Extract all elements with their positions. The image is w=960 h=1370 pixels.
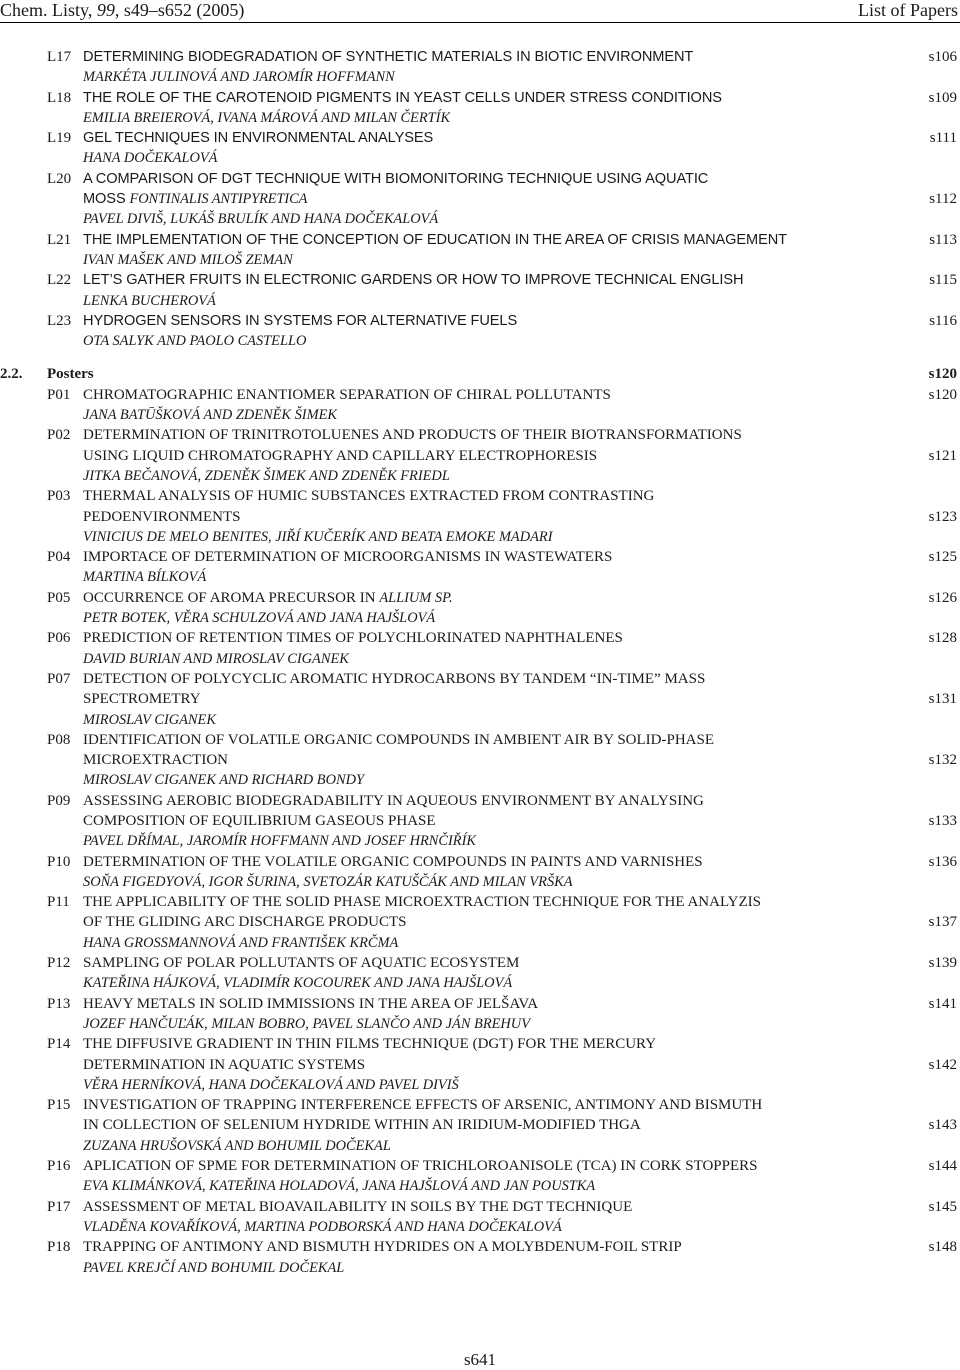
- journal-volume: 99,: [96, 0, 120, 20]
- title-line: [0, 311, 960, 331]
- paper-code: L17: [47, 49, 72, 65]
- title-text: DETECTION OF POLYCYCLIC AROMATIC HYDROCARBONS BY TANDEM “IN-TIME” MASS: [83, 670, 706, 687]
- paper-title: [83, 425, 742, 445]
- title-text: DETERMINATION OF THE VOLATILE ORGANIC COMPOUNDS IN PAINTS AND VARNISHES: [83, 853, 703, 870]
- authors-line: [0, 1217, 960, 1237]
- section-title: Posters: [47, 366, 94, 383]
- title-line: [0, 1034, 960, 1054]
- title-text: IDENTIFICATION OF VOLATILE ORGANIC COMPOUNDS IN AMBIENT AIR BY SOLID-PHASE: [83, 731, 714, 748]
- title-line: [0, 1055, 960, 1075]
- paper-authors: PETR BOTEK, VĚRA SCHULZOVÁ AND JANA HAJŠLOVÁ: [83, 610, 436, 627]
- title-line: [0, 1197, 960, 1217]
- authors-line: [0, 148, 960, 168]
- title-line: [0, 791, 960, 811]
- lecture-list: [0, 47, 960, 351]
- paper-authors: EMILIA BREIEROVÁ, IVANA MÁROVÁ AND MILAN ČERTÍK: [83, 109, 451, 126]
- title-line: [0, 1156, 960, 1176]
- title-text: THERMAL ANALYSIS OF HUMIC SUBSTANCES EXTRACTED FROM CONTRASTING: [83, 488, 655, 505]
- paper-title: [83, 730, 714, 750]
- paper-title: [83, 47, 693, 67]
- paper-authors: JOZEF HANČUĽÁK, MILAN BOBRO, PAVEL SLANČO AND JÁN BREHUV: [83, 1015, 530, 1032]
- title-text: HYDROGEN SENSORS IN SYSTEMS FOR ALTERNATIVE FUELS: [83, 312, 518, 329]
- paper-entry: [0, 1197, 960, 1238]
- paper-code: L18: [47, 89, 72, 106]
- paper-entry: [0, 270, 960, 311]
- authors-line: [0, 770, 960, 790]
- title-line: [0, 547, 960, 567]
- authors-line: [0, 933, 960, 953]
- title-text: APLICATION OF SPME FOR DETERMINATION OF TRICHLOROANISOLE (TCA) IN CORK STOPPERS: [83, 1158, 758, 1175]
- posters-section-heading: [0, 364, 960, 384]
- title-line: [0, 446, 960, 466]
- title-text: GEL TECHNIQUES IN ENVIRONMENTAL ANALYSES: [83, 130, 434, 147]
- paper-title: [83, 446, 597, 466]
- authors-line: [0, 649, 960, 669]
- title-text: HEAVY METALS IN SOLID IMMISSIONS IN THE AREA OF JELŠAVA: [83, 995, 539, 1012]
- poster-list: [0, 385, 960, 1278]
- title-text: OCCURRENCE OF AROMA PRECURSOR IN: [83, 589, 380, 606]
- title-line: [0, 385, 960, 405]
- paper-title: [83, 547, 612, 567]
- title-line: [0, 689, 960, 709]
- paper-title: [83, 689, 201, 709]
- paper-entry: [0, 169, 960, 230]
- paper-authors: MARTINA BÍLKOVÁ: [83, 569, 207, 586]
- paper-page: s126: [928, 589, 957, 606]
- paper-code: P07: [47, 670, 71, 687]
- authors-line: [0, 250, 960, 270]
- paper-title: [83, 953, 519, 973]
- paper-entry: [0, 88, 960, 129]
- authors-line: [0, 608, 960, 628]
- paper-authors: SOŇA FIGEDYOVÁ, IGOR ŠURINA, SVETOZÁR KATUŠČÁK AND MILAN VRŠKA: [83, 873, 573, 890]
- title-text: MOSS: [83, 191, 130, 208]
- paper-code: P15: [47, 1097, 71, 1114]
- paper-page: s121: [928, 447, 957, 464]
- title-line: [0, 1095, 960, 1115]
- page-number: s641: [463, 1350, 497, 1369]
- title-text: MICROEXTRACTION: [83, 752, 228, 769]
- paper-page: s116: [929, 312, 957, 329]
- paper-authors: PAVEL DŘÍMAL, JAROMÍR HOFFMANN AND JOSEF HRNČIŘÍK: [83, 833, 476, 850]
- paper-entry: [0, 47, 960, 88]
- title-line: [0, 270, 960, 290]
- paper-authors: MARKÉTA JULINOVÁ AND JAROMÍR HOFFMANN: [83, 69, 395, 86]
- paper-title: [83, 230, 787, 250]
- paper-code: L23: [47, 312, 72, 329]
- title-text: COMPOSITION OF EQUILIBRIUM GASEOUS PHASE: [83, 812, 436, 829]
- paper-code: P17: [47, 1198, 71, 1215]
- authors-line: [0, 1075, 960, 1095]
- title-text: ASSESSMENT OF METAL BIOAVAILABILITY IN SOILS BY THE DGT TECHNIQUE: [83, 1198, 633, 1215]
- paper-page: s136: [928, 853, 957, 870]
- paper-code: P02: [47, 427, 71, 444]
- paper-page: s112: [929, 191, 957, 208]
- title-text: ASSESSING AEROBIC BIODEGRADABILITY IN AQUEOUS ENVIRONMENT BY ANALYSING: [83, 792, 704, 809]
- authors-line: [0, 108, 960, 128]
- title-line: [0, 88, 960, 108]
- paper-code: P04: [47, 549, 71, 566]
- authors-line: [0, 67, 960, 87]
- paper-authors: HANA GROSSMANNOVÁ AND FRANTIŠEK KRČMA: [83, 934, 399, 951]
- paper-authors: PAVEL KREJČÍ AND BOHUMIL DOČEKAL: [83, 1259, 345, 1276]
- paper-title: [83, 1115, 641, 1135]
- title-text: THE APPLICABILITY OF THE SOLID PHASE MICROEXTRACTION TECHNIQUE FOR THE ANALYZIS: [83, 894, 761, 911]
- title-text: IMPORTACE OF DETERMINATION OF MICROORGANISMS IN WASTEWATERS: [83, 549, 613, 566]
- paper-title: [83, 994, 538, 1014]
- paper-title: [83, 1095, 762, 1115]
- paper-title: [83, 189, 307, 209]
- paper-entry: [0, 311, 960, 352]
- paper-page: s133: [928, 812, 957, 829]
- journal-pages-year: s49–s652 (2005): [123, 0, 245, 20]
- journal-citation: [0, 0, 244, 21]
- authors-line: [0, 466, 960, 486]
- title-line: [0, 669, 960, 689]
- paper-entry: [0, 1034, 960, 1095]
- paper-entry: [0, 730, 960, 791]
- paper-authors: VLADĚNA KOVAŘÍKOVÁ, MARTINA PODBORSKÁ AND HANA DOČEKALOVÁ: [83, 1218, 562, 1235]
- authors-line: [0, 1014, 960, 1034]
- title-line: [0, 486, 960, 506]
- paper-title: [83, 1055, 365, 1075]
- paper-page: s123: [928, 508, 957, 525]
- paper-authors: ZUZANA HRUŠOVSKÁ AND BOHUMIL DOČEKAL: [83, 1137, 391, 1154]
- paper-entry: [0, 385, 960, 426]
- paper-entry: [0, 892, 960, 953]
- paper-code: P06: [47, 630, 71, 647]
- paper-page: s132: [928, 752, 957, 769]
- paper-title: [83, 1034, 656, 1054]
- paper-entry: [0, 547, 960, 588]
- paper-title: [83, 1156, 758, 1176]
- paper-entry: [0, 486, 960, 547]
- authors-line: [0, 209, 960, 229]
- authors-line: [0, 710, 960, 730]
- section-page: s120: [928, 366, 957, 383]
- paper-page: s120: [928, 386, 957, 403]
- authors-line: [0, 1176, 960, 1196]
- title-text: SAMPLING OF POLAR POLLUTANTS OF AQUATIC ECOSYSTEM: [83, 955, 520, 972]
- paper-title: [83, 385, 611, 405]
- paper-page: s137: [928, 914, 957, 931]
- paper-page: s143: [928, 1117, 957, 1134]
- paper-code: P12: [47, 955, 71, 972]
- paper-title: [83, 628, 623, 648]
- paper-page: s144: [928, 1158, 957, 1175]
- paper-entry: [0, 1156, 960, 1197]
- paper-title: [83, 486, 654, 506]
- authors-line: [0, 1136, 960, 1156]
- paper-authors: KATEŘINA HÁJKOVÁ, VLADIMÍR KOCOUREK AND JANA HAJŠLOVÁ: [83, 975, 513, 992]
- paper-page: s148: [928, 1239, 957, 1256]
- paper-page: s145: [928, 1198, 957, 1215]
- title-text: IN COLLECTION OF SELENIUM HYDRIDE WITHIN AN IRIDIUM-MODIFIED THGA: [83, 1117, 641, 1134]
- section-number: 2.2.: [0, 366, 23, 383]
- title-line: [0, 1115, 960, 1135]
- title-text: THE IMPLEMENTATION OF THE CONCEPTION OF EDUCATION IN THE AREA OF CRISIS MANAGEMENT: [83, 231, 787, 248]
- authors-line: [0, 872, 960, 892]
- paper-code: L19: [47, 130, 72, 147]
- paper-authors: IVAN MAŠEK AND MILOŠ ZEMAN: [83, 251, 293, 268]
- paper-title: [83, 811, 436, 831]
- paper-entry: [0, 1237, 960, 1278]
- paper-title: [83, 669, 705, 689]
- paper-authors: PAVEL DIVIŠ, LUKÁŠ BRULÍK AND HANA DOČEKALOVÁ: [83, 211, 439, 228]
- paper-entry: [0, 425, 960, 486]
- title-text: DETERMINATION IN AQUATIC SYSTEMS: [83, 1056, 366, 1073]
- paper-page: s125: [928, 549, 957, 566]
- paper-page: s142: [928, 1056, 957, 1073]
- title-line: [0, 730, 960, 750]
- paper-authors: JITKA BEČANOVÁ, ZDENĚK ŠIMEK AND ZDENĚK FRIEDL: [83, 467, 450, 484]
- title-text: CHROMATOGRAPHIC ENANTIOMER SEPARATION OF CHIRAL POLLUTANTS: [83, 386, 611, 403]
- paper-title: [83, 88, 722, 108]
- title-line: [0, 128, 960, 148]
- title-text: USING LIQUID CHROMATOGRAPHY AND CAPILLARY ELECTROPHORESIS: [83, 447, 598, 464]
- authors-line: [0, 331, 960, 351]
- title-text: THE DIFFUSIVE GRADIENT IN THIN FILMS TECHNIQUE (DGT) FOR THE MERCURY: [83, 1036, 657, 1053]
- paper-authors: MIROSLAV CIGANEK AND RICHARD BONDY: [83, 772, 364, 789]
- paper-entry: [0, 588, 960, 629]
- paper-entry: [0, 953, 960, 994]
- title-line: [0, 811, 960, 831]
- authors-line: [0, 567, 960, 587]
- authors-line: [0, 291, 960, 311]
- paper-authors: VĚRA HERNÍKOVÁ, HANA DOČEKALOVÁ AND PAVEL DIVIŠ: [83, 1076, 459, 1093]
- paper-page: s113: [929, 231, 957, 248]
- list-of-papers: [0, 47, 960, 1278]
- paper-title: [83, 1197, 632, 1217]
- paper-authors: DAVID BURIAN AND MIROSLAV CIGANEK: [83, 650, 349, 667]
- paper-title: [83, 270, 743, 290]
- title-text: OF THE GLIDING ARC DISCHARGE PRODUCTS: [83, 914, 407, 931]
- paper-entry: [0, 669, 960, 730]
- title-line: [0, 507, 960, 527]
- title-text: TRAPPING OF ANTIMONY AND BISMUTH HYDRIDES ON A MOLYBDENUM-FOIL STRIP: [83, 1239, 682, 1256]
- paper-code: P14: [47, 1036, 71, 1053]
- paper-title: [83, 588, 453, 608]
- paper-title: [83, 750, 228, 770]
- authors-line: [0, 405, 960, 425]
- title-text: INVESTIGATION OF TRAPPING INTERFERENCE EFFECTS OF ARSENIC, ANTIMONY AND BISMUTH: [83, 1097, 763, 1114]
- title-line: [0, 953, 960, 973]
- paper-authors: LENKA BUCHEROVÁ: [83, 292, 216, 309]
- paper-code: L21: [47, 231, 72, 248]
- paper-page: s141: [928, 995, 957, 1012]
- title-text: SPECTROMETRY: [83, 691, 201, 708]
- paper-page: s111: [929, 130, 957, 147]
- paper-code: P10: [47, 853, 71, 870]
- paper-entry: [0, 230, 960, 271]
- journal-name: Chem. Listy,: [0, 0, 93, 20]
- title-text: PEDOENVIRONMENTS: [83, 508, 241, 525]
- paper-title: [83, 791, 704, 811]
- paper-page: s128: [928, 630, 957, 647]
- title-text: DETERMINATION OF TRINITROTOLUENES AND PRODUCTS OF THEIR BIOTRANSFORMATIONS: [83, 427, 742, 444]
- paper-title: [83, 892, 761, 912]
- paper-code: P03: [47, 488, 71, 505]
- paper-code: P16: [47, 1158, 71, 1175]
- paper-authors: JANA BATŪŠKOVÁ AND ZDENĚK ŠIMEK: [83, 407, 337, 424]
- title-text: THE ROLE OF THE CAROTENOID PIGMENTS IN YEAST CELLS UNDER STRESS CONDITIONS: [83, 89, 722, 106]
- paper-entry: [0, 628, 960, 669]
- paper-code: L20: [47, 170, 72, 187]
- title-line: [0, 912, 960, 932]
- paper-entry: [0, 994, 960, 1035]
- paper-entry: [0, 791, 960, 852]
- title-line: [0, 588, 960, 608]
- paper-title: [83, 169, 708, 189]
- title-line: [0, 169, 960, 189]
- paper-code: P05: [47, 589, 71, 606]
- paper-title: [83, 507, 241, 527]
- paper-entry: [0, 852, 960, 893]
- paper-code: P11: [47, 894, 70, 911]
- paper-authors: MIROSLAV CIGANEK: [83, 711, 216, 728]
- species-name: ALLIUM SP.: [379, 589, 453, 606]
- paper-code: P18: [47, 1239, 71, 1256]
- paper-authors: VINICIUS DE MELO BENITES, JIŘÍ KUČERÍK AND BEATA EMOKE MADARI: [83, 528, 553, 545]
- paper-code: P08: [47, 731, 71, 748]
- paper-page: s139: [928, 955, 957, 972]
- title-line: [0, 852, 960, 872]
- paper-entry: [0, 128, 960, 169]
- authors-line: [0, 831, 960, 851]
- paper-code: L22: [47, 272, 72, 289]
- running-section-title: List of Papers: [858, 0, 958, 20]
- paper-title: [83, 128, 433, 148]
- title-line: [0, 425, 960, 445]
- paper-entry: [0, 1095, 960, 1156]
- species-name: FONTINALIS ANTIPYRETICA: [129, 191, 308, 208]
- authors-line: [0, 527, 960, 547]
- title-line: [0, 994, 960, 1014]
- paper-code: P13: [47, 995, 71, 1012]
- title-line: [0, 230, 960, 250]
- paper-page: s115: [929, 272, 957, 289]
- authors-line: [0, 973, 960, 993]
- running-head: [0, 0, 960, 23]
- title-text: PREDICTION OF RETENTION TIMES OF POLYCHLORINATED NAPHTHALENES: [83, 630, 623, 647]
- title-text: A COMPARISON OF DGT TECHNIQUE WITH BIOMONITORING TECHNIQUE USING AQUATIC: [83, 170, 709, 187]
- title-line: [0, 628, 960, 648]
- title-line: [0, 750, 960, 770]
- paper-title: [83, 852, 703, 872]
- paper-page: s131: [928, 691, 957, 708]
- paper-code: P01: [47, 386, 71, 403]
- title-text: DETERMINING BIODEGRADATION OF SYNTHETIC MATERIALS IN BIOTIC ENVIRONMENT: [83, 49, 694, 65]
- paper-title: [83, 1237, 682, 1257]
- paper-title: [83, 311, 517, 331]
- authors-line: [0, 1258, 960, 1278]
- paper-authors: HANA DOČEKALOVÁ: [83, 150, 218, 167]
- paper-code: P09: [47, 792, 71, 809]
- paper-page: s109: [928, 89, 957, 106]
- title-line: [0, 189, 960, 209]
- paper-title: [83, 912, 407, 932]
- title-line: [0, 1237, 960, 1257]
- title-line: [0, 47, 960, 67]
- title-text: LET’S GATHER FRUITS IN ELECTRONIC GARDENS OR HOW TO IMPROVE TECHNICAL ENGLISH: [83, 272, 744, 289]
- paper-page: s106: [928, 49, 957, 65]
- paper-authors: OTA SALYK AND PAOLO CASTELLO: [83, 333, 307, 350]
- title-line: [0, 892, 960, 912]
- paper-authors: EVA KLIMÁNKOVÁ, KATEŘINA HOLADOVÁ, JANA HAJŠLOVÁ AND JAN POUSTKA: [83, 1178, 596, 1195]
